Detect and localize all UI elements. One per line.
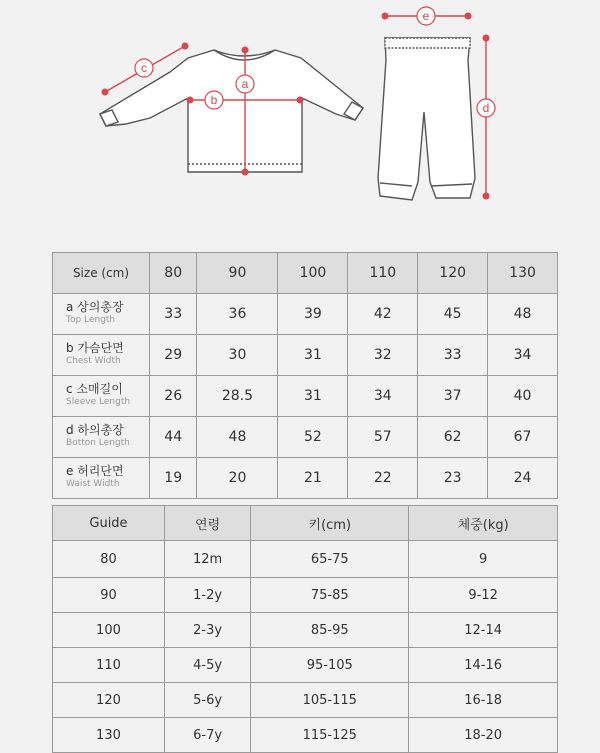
cell: 52 — [278, 417, 348, 458]
measure-label-b — [205, 91, 223, 109]
cell: 115-125 — [251, 718, 409, 753]
size-table — [52, 252, 558, 499]
cell: 105-115 — [251, 683, 409, 718]
cell: 21 — [278, 458, 348, 499]
cell: 2-3y — [164, 613, 250, 648]
cell: 37 — [418, 376, 488, 417]
cell: 9-12 — [409, 578, 558, 613]
cell: 22 — [348, 458, 418, 499]
measure-label-a — [236, 75, 254, 93]
cell: 57 — [348, 417, 418, 458]
table-row — [53, 335, 558, 376]
header-cell: Guide — [53, 506, 165, 541]
cell: 85-95 — [251, 613, 409, 648]
row-label: c 소매길이 Sleeve Length — [53, 376, 150, 417]
cell: 14-16 — [409, 648, 558, 683]
cell: 44 — [150, 417, 197, 458]
table-row — [53, 294, 558, 335]
row-label: d 하의총장 Botton Length — [53, 417, 150, 458]
header-cell: 110 — [348, 253, 418, 294]
cell: 67 — [488, 417, 558, 458]
cell: 24 — [488, 458, 558, 499]
cell: 31 — [278, 335, 348, 376]
guide-table-header — [53, 506, 558, 541]
svg-text:e: e — [422, 9, 430, 23]
table-row — [53, 613, 558, 648]
cell: 130 — [53, 718, 165, 753]
cell: 42 — [348, 294, 418, 335]
table-row — [53, 541, 558, 578]
garment-diagram — [0, 0, 600, 250]
header-cell: 120 — [418, 253, 488, 294]
cell: 33 — [418, 335, 488, 376]
measure-label-d — [477, 99, 495, 117]
cell: 34 — [348, 376, 418, 417]
svg-text:b: b — [210, 93, 218, 107]
header-cell: 80 — [150, 253, 197, 294]
header-cell: Size (cm) — [53, 253, 150, 294]
cell: 5-6y — [164, 683, 250, 718]
cell: 45 — [418, 294, 488, 335]
cell: 48 — [197, 417, 278, 458]
cell: 90 — [53, 578, 165, 613]
cell: 28.5 — [197, 376, 278, 417]
cell: 100 — [53, 613, 165, 648]
table-row — [53, 458, 558, 499]
header-cell: 체중(kg) — [409, 506, 558, 541]
table-row — [53, 376, 558, 417]
cell: 30 — [197, 335, 278, 376]
svg-text:a: a — [241, 77, 249, 91]
table-row — [53, 578, 558, 613]
measure-label-c — [135, 59, 153, 77]
cell: 9 — [409, 541, 558, 578]
cell: 4-5y — [164, 648, 250, 683]
cell: 31 — [278, 376, 348, 417]
cell: 29 — [150, 335, 197, 376]
cell: 33 — [150, 294, 197, 335]
cell: 16-18 — [409, 683, 558, 718]
header-cell: 100 — [278, 253, 348, 294]
row-label: e 허리단면 Waist Width — [53, 458, 150, 499]
cell: 18-20 — [409, 718, 558, 753]
cell: 1-2y — [164, 578, 250, 613]
cell: 40 — [488, 376, 558, 417]
cell: 12-14 — [409, 613, 558, 648]
row-label: b 가슴단면 Chest Width — [53, 335, 150, 376]
row-label: a 상의총장 Top Length — [53, 294, 150, 335]
cell: 19 — [150, 458, 197, 499]
svg-text:c: c — [141, 61, 147, 75]
header-cell: 연령 — [164, 506, 250, 541]
header-cell: 90 — [197, 253, 278, 294]
cell: 6-7y — [164, 718, 250, 753]
cell: 110 — [53, 648, 165, 683]
header-cell: 키(cm) — [251, 506, 409, 541]
table-row — [53, 648, 558, 683]
cell: 65-75 — [251, 541, 409, 578]
cell: 23 — [418, 458, 488, 499]
cell: 120 — [53, 683, 165, 718]
table-row — [53, 718, 558, 753]
cell: 20 — [197, 458, 278, 499]
guide-table — [52, 505, 558, 753]
size-table-header — [53, 253, 558, 294]
cell: 75-85 — [251, 578, 409, 613]
cell: 26 — [150, 376, 197, 417]
cell: 36 — [197, 294, 278, 335]
cell: 12m — [164, 541, 250, 578]
header-cell: 130 — [488, 253, 558, 294]
table-row — [53, 683, 558, 718]
cell: 48 — [488, 294, 558, 335]
cell: 95-105 — [251, 648, 409, 683]
pants-icon — [378, 38, 475, 200]
svg-text:d: d — [482, 101, 490, 115]
cell: 34 — [488, 335, 558, 376]
cell: 39 — [278, 294, 348, 335]
cell: 80 — [53, 541, 165, 578]
measure-label-e — [417, 7, 435, 25]
cell: 62 — [418, 417, 488, 458]
cell: 32 — [348, 335, 418, 376]
table-row — [53, 417, 558, 458]
